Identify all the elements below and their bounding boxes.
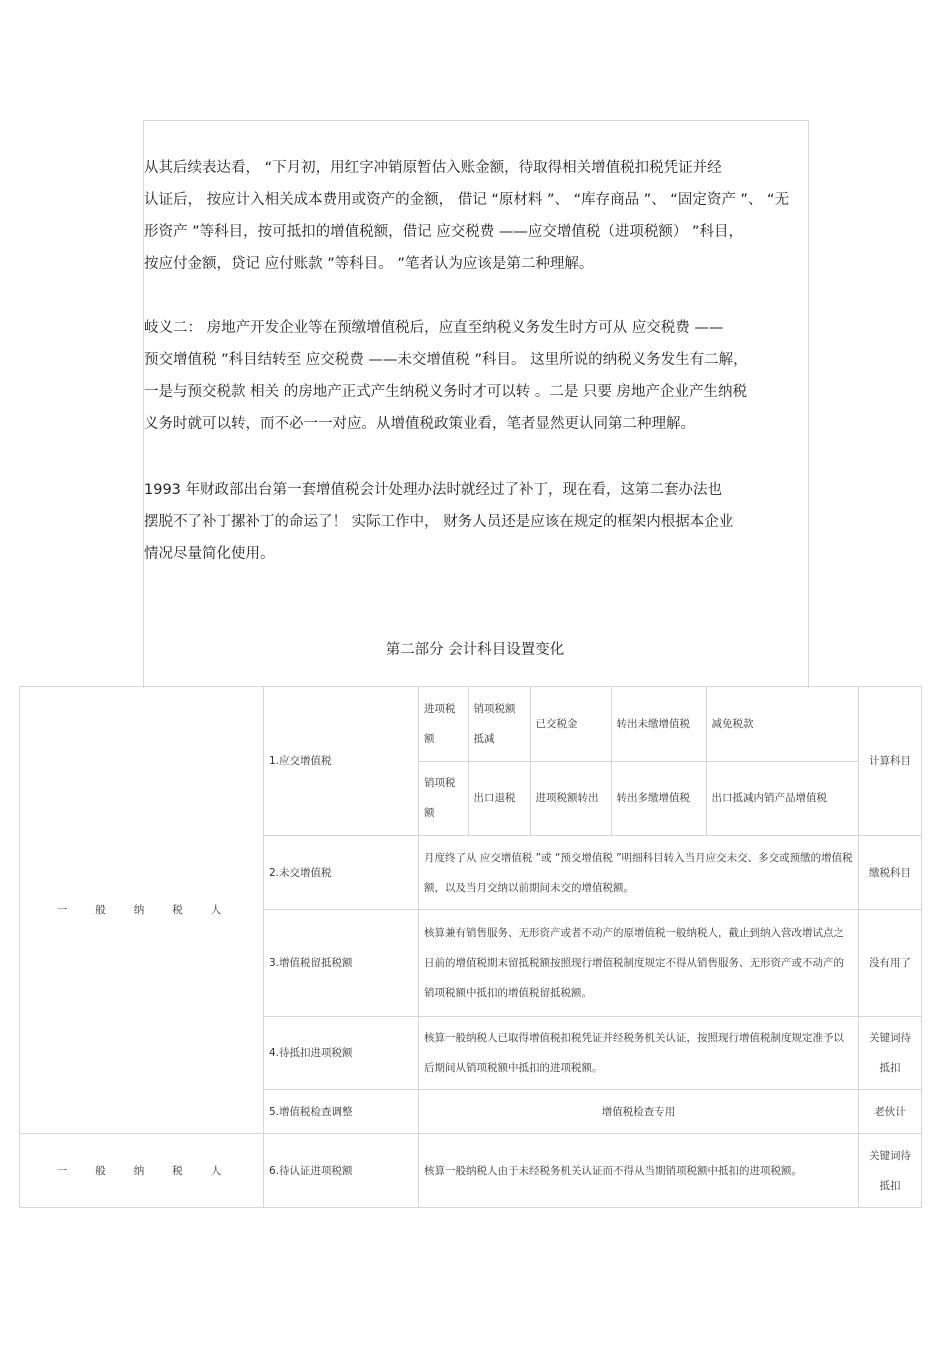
- account-note: 关键词待抵扣: [859, 1134, 922, 1208]
- text-line: 认证后， 按应计入相关成本费用或资产的金额， 借记 “原材料 ”、 “库存商品 ”、 “固定资产 ”、 “无: [144, 192, 790, 208]
- account-name: 1.应交增值税: [264, 687, 419, 836]
- table-row: [20, 1134, 922, 1208]
- subaccount-grid: [419, 687, 859, 836]
- text-line: 形资产 ”等科目，按可抵扣的增值税额，借记 应交税费 ——应交增值税（进项税额） ”科目，: [144, 224, 743, 240]
- section-title: 第二部分 会计科目设置变化: [385, 642, 565, 658]
- subaccount-cell: 出口退税: [468, 761, 530, 835]
- text-line: 岐义二： 房地产开发企业等在预缴增值税后，应直至纳税义务发生时方可从 应交税费 ——: [144, 320, 724, 336]
- text-line: 1993 年财政部出台第一套增值税会计处理办法时就经过了补丁，现在看，这第二套办法也: [144, 482, 723, 498]
- account-description: 核算兼有销售服务、无形资产或者不动产的原增值税一般纳税人，截止到纳入营改增试点之日前的增值税期末留抵税额按照现行增值税制度规定不得从销售服务、无形资产或不动产的销项税额中抵扣的增值税留抵税额。: [419, 910, 859, 1017]
- account-name: 2.未交增值税: [264, 836, 419, 910]
- account-name: 5.增值税检查调整: [264, 1090, 419, 1134]
- paragraph-1: [144, 152, 809, 280]
- account-description: 核算一般纳税人已取得增值税扣税凭证并经税务机关认证，按照现行增值税制度规定准予以后期间从销项税额中抵扣的进项税额。: [419, 1017, 859, 1090]
- account-note: 没有用了: [859, 910, 922, 1017]
- subaccount-cell: 出口抵减内销产品增值税: [706, 761, 858, 835]
- subaccount-cell: 进项税额转出: [530, 761, 611, 835]
- text-line: 情况尽量简化使用。: [144, 546, 275, 562]
- account-note: 计算科目: [859, 687, 922, 836]
- text-line: 摆脱不了补丁摞补丁的命运了！ 实际工作中， 财务人员还是应该在规定的框架内根据本企业: [144, 514, 734, 530]
- paragraph-2: [144, 312, 809, 440]
- account-name: 4.待抵扣进项税额: [264, 1017, 419, 1090]
- subaccount-cell: 销项税额抵减: [468, 687, 530, 761]
- account-table: [19, 686, 922, 1208]
- table-row: [20, 687, 922, 836]
- text-line: 义务时就可以转，而不必一一对应。从增值税政策业看，笔者显然更认同第二种理解。: [144, 416, 695, 432]
- account-description: 核算一般纳税人由于未经税务机关认证而不得从当期销项税额中抵扣的进项税额。: [419, 1134, 859, 1208]
- paragraph-3: [144, 474, 809, 570]
- party-label: 一般纳税人: [20, 687, 264, 1134]
- subaccount-cell: 转出未缴增值税: [611, 687, 706, 761]
- account-note: 缴税科目: [859, 836, 922, 910]
- subaccount-cell: 减免税款: [706, 687, 858, 761]
- subaccount-cell: 进项税额: [419, 687, 468, 761]
- text-line: 从其后续表达看， “下月初，用红字冲销原暂估入账金额，待取得相关增值税扣税凭证并经: [144, 160, 722, 176]
- account-description: 月度终了从 应交增值税 ”或 “预交增值税 ”明细科目转入当月应交未交、多交或预缴的增值税额，以及当月交纳以前期间未交的增值税额。: [419, 836, 859, 910]
- account-description: 增值税检查专用: [419, 1090, 859, 1134]
- subaccount-cell: 转出多缴增值税: [611, 761, 706, 835]
- account-note: 老伙计: [859, 1090, 922, 1134]
- text-line: 一是与预交税款 相关 的房地产正式产生纳税义务时才可以转 。二是 只要 房地产企业产生纳税: [144, 384, 748, 400]
- text-line: 预交增值税 ”科目结转至 应交税费 ——未交增值税 ”科目。 这里所说的纳税义务发生有二解，: [144, 352, 748, 368]
- account-name: 6.待认证进项税额: [264, 1134, 419, 1208]
- party-label: 一般纳税人: [20, 1134, 264, 1208]
- account-name: 3.增值税留抵税额: [264, 910, 419, 1017]
- subaccount-cell: 销项税额: [419, 761, 468, 835]
- account-note: 关键词待抵扣: [859, 1017, 922, 1090]
- subaccount-cell: 已交税金: [530, 687, 611, 761]
- text-line: 按应付金额，贷记 应付账款 ”等科目。 ”笔者认为应该是第二种理解。: [144, 256, 594, 272]
